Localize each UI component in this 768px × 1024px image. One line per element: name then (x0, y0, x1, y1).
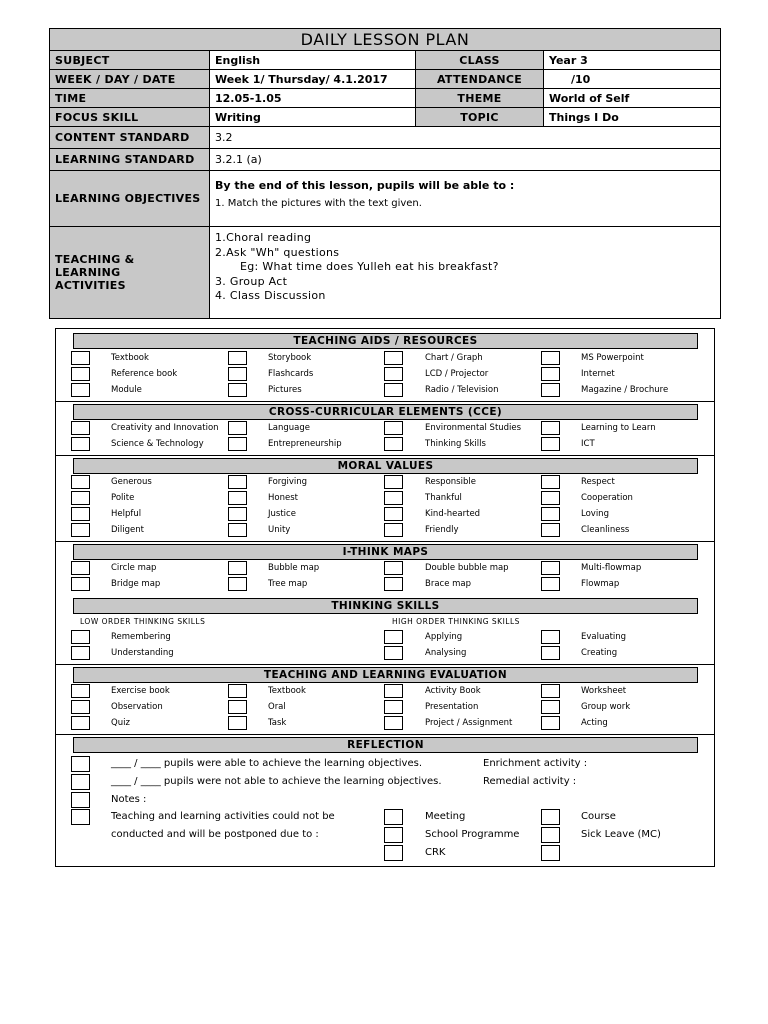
moral-responsible-checkbox[interactable] (384, 475, 403, 489)
sick-leave-label: Sick Leave (MC) (581, 829, 661, 840)
aids-chart-graph-checkbox[interactable] (384, 351, 403, 365)
ithink-circle-map-checkbox[interactable] (71, 561, 90, 575)
ithink-double-bubble-map-checkbox[interactable] (384, 561, 403, 575)
aids-textbook-checkbox[interactable] (71, 351, 90, 365)
ithink-double-bubble-map-label: Double bubble map (425, 563, 509, 573)
moral-loving-checkbox[interactable] (541, 507, 560, 521)
high-order-label: HIGH ORDER THINKING SKILLS (392, 617, 520, 626)
week-value: Week 1/ Thursday/ 4.1.2017 (210, 70, 416, 89)
moral-helpful-label: Helpful (111, 509, 142, 519)
ithink-multi-flowmap-label: Multi-flowmap (581, 563, 642, 573)
moral-cleanliness-label: Cleanliness (581, 525, 630, 535)
aids-flashcards-label: Flashcards (268, 369, 314, 379)
thinking-applying-checkbox[interactable] (384, 630, 403, 644)
section-title-thinking: THINKING SKILLS (73, 598, 698, 614)
cce-ict-checkbox[interactable] (541, 437, 560, 451)
time-label: TIME (50, 89, 210, 108)
aids-module-checkbox[interactable] (71, 383, 90, 397)
attendance-label: ATTENDANCE (416, 70, 544, 89)
ithink-bubble-map-label: Bubble map (268, 563, 320, 573)
aids-textbook-label: Textbook (111, 353, 149, 363)
topic-label: TOPIC (416, 108, 544, 127)
thinking-evaluating-checkbox[interactable] (541, 630, 560, 644)
evaluation-acting-label: Acting (581, 718, 608, 728)
week-label: WEEK / DAY / DATE (50, 70, 210, 89)
learning-standard-label: LEARNING STANDARD (50, 149, 210, 171)
reflection-achieved-text: ____ / ____ pupils were able to achieve the learning objectives. (111, 758, 423, 769)
activities-label-line-1: TEACHING & LEARNING (55, 253, 135, 279)
evaluation-textbook-label: Textbook (268, 686, 306, 696)
lesson-info-table (49, 28, 721, 319)
thinking-remembering-checkbox[interactable] (71, 630, 90, 644)
course-label: Course (581, 811, 616, 822)
moral-forgiving-label: Forgiving (268, 477, 308, 487)
remedial-activity-label: Remedial activity : (483, 776, 577, 787)
ithink-flowmap-checkbox[interactable] (541, 577, 560, 591)
ithink-multi-flowmap-checkbox[interactable] (541, 561, 560, 575)
divider (56, 664, 714, 665)
aids-radio-television-label: Radio / Television (425, 385, 499, 395)
course-checkbox[interactable] (541, 809, 560, 825)
thinking-understanding-label: Understanding (111, 648, 174, 658)
cce-science-technology-checkbox[interactable] (71, 437, 90, 451)
reflection-achieved-checkbox[interactable] (71, 756, 90, 772)
moral-friendly-checkbox[interactable] (384, 523, 403, 537)
moral-justice-label: Justice (268, 509, 296, 519)
moral-respect-label: Respect (581, 477, 615, 487)
reflection-not-achieved-text: ____ / ____ pupils were not able to achieve the learning objectives. (111, 776, 442, 787)
cce-language-checkbox[interactable] (228, 421, 247, 435)
aids-ms-powerpoint-checkbox[interactable] (541, 351, 560, 365)
divider (56, 401, 714, 402)
evaluation-project-assignment-label: Project / Assignment (425, 718, 513, 728)
moral-forgiving-checkbox[interactable] (228, 475, 247, 489)
cce-entrepreneurship-label: Entrepreneurship (268, 439, 342, 449)
objective-item: 1. Match the pictures with the text given. (215, 198, 422, 209)
evaluation-task-label: Task (268, 718, 287, 728)
ithink-brace-map-checkbox[interactable] (384, 577, 403, 591)
reflection-not-achieved-checkbox[interactable] (71, 774, 90, 790)
time-value: 12.05-1.05 (210, 89, 416, 108)
crk-checkbox[interactable] (384, 845, 403, 861)
evaluation-worksheet-label: Worksheet (581, 686, 627, 696)
cce-creativity-and-innovation-label: Creativity and Innovation (111, 423, 219, 433)
section-title-cce: CROSS-CURRICULAR ELEMENTS (CCE) (73, 404, 698, 420)
aids-flashcards-checkbox[interactable] (228, 367, 247, 381)
divider (56, 541, 714, 542)
activities-cell (210, 227, 721, 319)
blank-reason-checkbox[interactable] (541, 845, 560, 861)
divider (56, 734, 714, 735)
activity-item: 4. Class Discussion (215, 289, 326, 303)
class-value: Year 3 (544, 51, 721, 70)
checklist-block (55, 328, 715, 867)
evaluation-group-work-checkbox[interactable] (541, 700, 560, 714)
aids-internet-label: Internet (581, 369, 615, 379)
aids-lcd-projector-checkbox[interactable] (384, 367, 403, 381)
evaluation-quiz-checkbox[interactable] (71, 716, 90, 730)
attendance-value: /10 (544, 70, 721, 89)
theme-label: THEME (416, 89, 544, 108)
evaluation-acting-checkbox[interactable] (541, 716, 560, 730)
moral-diligent-checkbox[interactable] (71, 523, 90, 537)
meeting-label: Meeting (425, 811, 466, 822)
moral-unity-checkbox[interactable] (228, 523, 247, 537)
sick-leave-checkbox[interactable] (541, 827, 560, 843)
evaluation-worksheet-checkbox[interactable] (541, 684, 560, 698)
ithink-bridge-map-label: Bridge map (111, 579, 161, 589)
meeting-checkbox[interactable] (384, 809, 403, 825)
moral-responsible-label: Responsible (425, 477, 476, 487)
cce-learning-to-learn-checkbox[interactable] (541, 421, 560, 435)
evaluation-textbook-checkbox[interactable] (228, 684, 247, 698)
evaluation-presentation-checkbox[interactable] (384, 700, 403, 714)
thinking-creating-checkbox[interactable] (541, 646, 560, 660)
aids-magazine-brochure-label: Magazine / Brochure (581, 385, 669, 395)
aids-magazine-brochure-checkbox[interactable] (541, 383, 560, 397)
aids-reference-book-checkbox[interactable] (71, 367, 90, 381)
focus-skill-label: FOCUS SKILL (50, 108, 210, 127)
aids-internet-checkbox[interactable] (541, 367, 560, 381)
school-programme-checkbox[interactable] (384, 827, 403, 843)
evaluation-task-checkbox[interactable] (228, 716, 247, 730)
moral-honest-checkbox[interactable] (228, 491, 247, 505)
cce-thinking-skills-checkbox[interactable] (384, 437, 403, 451)
moral-respect-checkbox[interactable] (541, 475, 560, 489)
school-programme-label: School Programme (425, 829, 520, 840)
thinking-analysing-label: Analysing (425, 648, 467, 658)
cce-creativity-and-innovation-checkbox[interactable] (71, 421, 90, 435)
moral-polite-label: Polite (111, 493, 135, 503)
content-standard-value: 3.2 (210, 127, 721, 149)
evaluation-activity-book-checkbox[interactable] (384, 684, 403, 698)
aids-pictures-checkbox[interactable] (228, 383, 247, 397)
moral-honest-label: Honest (268, 493, 298, 503)
moral-helpful-checkbox[interactable] (71, 507, 90, 521)
aids-module-label: Module (111, 385, 142, 395)
class-label: CLASS (416, 51, 544, 70)
subject-value: English (210, 51, 416, 70)
learning-objectives-label: LEARNING OBJECTIVES (50, 171, 210, 227)
cce-ict-label: ICT (581, 439, 595, 449)
ithink-flowmap-label: Flowmap (581, 579, 620, 589)
aids-radio-television-checkbox[interactable] (384, 383, 403, 397)
page-title: DAILY LESSON PLAN (50, 29, 721, 51)
topic-value: Things I Do (544, 108, 721, 127)
moral-diligent-label: Diligent (111, 525, 144, 535)
moral-justice-checkbox[interactable] (228, 507, 247, 521)
moral-thankful-checkbox[interactable] (384, 491, 403, 505)
section-title-reflection: REFLECTION (73, 737, 698, 753)
ithink-tree-map-checkbox[interactable] (228, 577, 247, 591)
section-title-moral: MORAL VALUES (73, 458, 698, 474)
cce-thinking-skills-label: Thinking Skills (425, 439, 486, 449)
activity-item: 2.Ask "Wh" questions (215, 245, 340, 259)
evaluation-exercise-book-label: Exercise book (111, 686, 170, 696)
aids-storybook-checkbox[interactable] (228, 351, 247, 365)
moral-generous-label: Generous (111, 477, 152, 487)
ithink-bubble-map-checkbox[interactable] (228, 561, 247, 575)
cce-entrepreneurship-checkbox[interactable] (228, 437, 247, 451)
cce-learning-to-learn-label: Learning to Learn (581, 423, 656, 433)
learning-objectives-cell (210, 171, 721, 227)
evaluation-observation-checkbox[interactable] (71, 700, 90, 714)
moral-cleanliness-checkbox[interactable] (541, 523, 560, 537)
postponed-text-1: Teaching and learning activities could not be (111, 811, 335, 822)
activities-label-line-2: ACTIVITIES (55, 279, 126, 292)
theme-value: World of Self (544, 89, 721, 108)
ithink-bridge-map-checkbox[interactable] (71, 577, 90, 591)
evaluation-exercise-book-checkbox[interactable] (71, 684, 90, 698)
activity-item: 3. Group Act (215, 274, 288, 288)
moral-polite-checkbox[interactable] (71, 491, 90, 505)
aids-storybook-label: Storybook (268, 353, 312, 363)
learning-standard-value: 3.2.1 (a) (210, 149, 721, 171)
ithink-circle-map-label: Circle map (111, 563, 157, 573)
aids-pictures-label: Pictures (268, 385, 302, 395)
notes-checkbox[interactable] (71, 792, 90, 808)
activity-item: Eg: What time does Yulleh eat his breakfast? (240, 260, 499, 274)
cce-environmental-studies-checkbox[interactable] (384, 421, 403, 435)
moral-loving-label: Loving (581, 509, 609, 519)
moral-friendly-label: Friendly (425, 525, 459, 535)
moral-unity-label: Unity (268, 525, 291, 535)
notes-label: Notes : (111, 794, 147, 805)
moral-cooperation-label: Cooperation (581, 493, 633, 503)
thinking-analysing-checkbox[interactable] (384, 646, 403, 660)
moral-kind-hearted-checkbox[interactable] (384, 507, 403, 521)
subject-label: SUBJECT (50, 51, 210, 70)
focus-skill-value: Writing (210, 108, 416, 127)
postponed-text-2: conducted and will be postponed due to : (111, 829, 319, 840)
thinking-creating-label: Creating (581, 648, 618, 658)
section-title-evaluation: TEACHING AND LEARNING EVALUATION (73, 667, 698, 683)
thinking-remembering-label: Remembering (111, 632, 171, 642)
moral-thankful-label: Thankful (425, 493, 462, 503)
thinking-evaluating-label: Evaluating (581, 632, 627, 642)
ithink-tree-map-label: Tree map (268, 579, 308, 589)
objectives-heading: By the end of this lesson, pupils will be able to : (215, 179, 515, 192)
cce-language-label: Language (268, 423, 310, 433)
evaluation-oral-checkbox[interactable] (228, 700, 247, 714)
evaluation-oral-label: Oral (268, 702, 286, 712)
moral-cooperation-checkbox[interactable] (541, 491, 560, 505)
low-order-label: LOW ORDER THINKING SKILLS (80, 617, 206, 626)
evaluation-presentation-label: Presentation (425, 702, 479, 712)
aids-ms-powerpoint-label: MS Powerpoint (581, 353, 644, 363)
content-standard-label: CONTENT STANDARD (50, 127, 210, 149)
aids-chart-graph-label: Chart / Graph (425, 353, 483, 363)
thinking-applying-label: Applying (425, 632, 463, 642)
moral-generous-checkbox[interactable] (71, 475, 90, 489)
activity-item: 1.Choral reading (215, 231, 312, 244)
divider (56, 455, 714, 456)
aids-reference-book-label: Reference book (111, 369, 178, 379)
section-title-ithink: I-THINK MAPS (73, 544, 698, 560)
evaluation-group-work-label: Group work (581, 702, 631, 712)
evaluation-project-assignment-checkbox[interactable] (384, 716, 403, 730)
cce-science-technology-label: Science & Technology (111, 439, 204, 449)
postponed-checkbox[interactable] (71, 809, 90, 825)
evaluation-observation-label: Observation (111, 702, 163, 712)
aids-lcd-projector-label: LCD / Projector (425, 369, 489, 379)
enrichment-activity-label: Enrichment activity : (483, 758, 588, 769)
cce-environmental-studies-label: Environmental Studies (425, 423, 522, 433)
activities-label (50, 227, 210, 319)
thinking-understanding-checkbox[interactable] (71, 646, 90, 660)
section-title-aids: TEACHING AIDS / RESOURCES (73, 333, 698, 349)
ithink-brace-map-label: Brace map (425, 579, 472, 589)
moral-kind-hearted-label: Kind-hearted (425, 509, 481, 519)
crk-label: CRK (425, 847, 446, 858)
evaluation-quiz-label: Quiz (111, 718, 130, 728)
evaluation-activity-book-label: Activity Book (425, 686, 481, 696)
